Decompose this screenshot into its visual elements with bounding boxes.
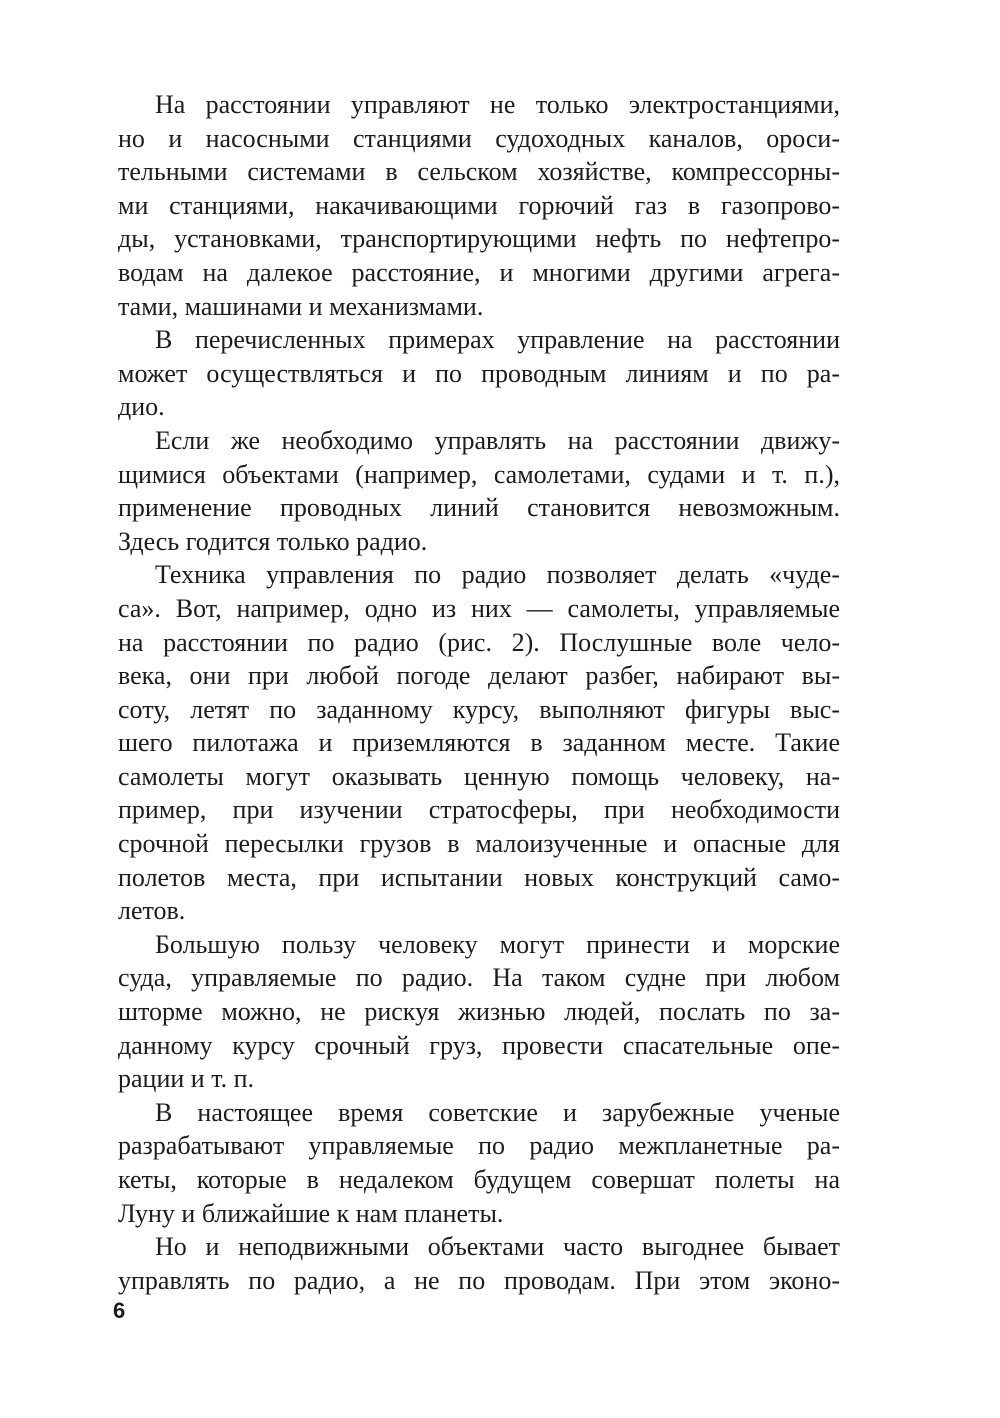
text-line: Если же необходимо управлять на расстоянии движу-	[155, 425, 840, 455]
paragraph	[118, 424, 840, 558]
text-line: щимися объектами (например, самолетами, судами и т. п.),	[118, 459, 840, 489]
text-line: но и насосными станциями судоходных каналов, ороси-	[118, 123, 840, 153]
text-line: века, они при любой погоде делают разбег, набирают вы-	[118, 661, 840, 691]
paragraph	[118, 1096, 840, 1230]
text-line: тельными системами в сельском хозяйстве, компрессорны-	[118, 157, 840, 187]
text-line: управлять по радио, а не по проводам. При этом эконо-	[118, 1265, 840, 1295]
text-line: соту, летят по заданному курсу, выполняют фигуры выс-	[118, 694, 840, 724]
text-line: В настоящее время советские и зарубежные ученые	[155, 1097, 840, 1127]
paragraph	[118, 558, 840, 928]
text-line: Здесь годится только радио.	[118, 526, 428, 556]
text-line: пример, при изучении стратосферы, при необходимости	[118, 795, 840, 825]
text-line: дио.	[118, 392, 165, 422]
text-line: Большую пользу человеку могут принести и морские	[155, 929, 840, 959]
text-line: В перечисленных примерах управление на расстоянии	[155, 325, 840, 355]
text-line: тами, машинами и механизмами.	[118, 291, 484, 321]
text-line: шторме можно, не рискуя жизнью людей, послать по за-	[118, 997, 840, 1027]
paragraph	[118, 1230, 840, 1297]
text-line: ми станциями, накачивающими горючий газ в газопрово-	[118, 190, 840, 220]
text-line: применение проводных линий становится невозможным.	[118, 493, 840, 523]
text-line: срочной пересылки грузов в малоизученные и опасные для	[118, 829, 840, 859]
text-line: на расстоянии по радио (рис. 2). Послушные воле чело-	[118, 627, 840, 657]
text-line: са». Вот, например, одно из них — самолеты, управляемые	[118, 593, 840, 623]
text-line: шего пилотажа и приземляются в заданном месте. Такие	[118, 728, 840, 758]
text-line: может осуществляться и по проводным линиям и по ра-	[118, 358, 840, 388]
text-line: ды, установками, транспортирующими нефть по нефтепро-	[118, 224, 840, 254]
text-line: рации и т. п.	[118, 1064, 255, 1094]
text-line: разрабатывают управляемые по радио межпланетные ра-	[118, 1131, 840, 1161]
body-text	[118, 88, 840, 1297]
text-line: данному курсу срочный груз, провести спасательные опе-	[118, 1030, 840, 1060]
text-line: кеты, которые в недалеком будущем совершат полеты на	[118, 1165, 840, 1194]
text-line: суда, управляемые по радио. На таком судне при любом	[118, 963, 840, 993]
paragraph	[118, 323, 840, 424]
paragraph	[118, 88, 840, 323]
text-line: полетов места, при испытании новых конструкций само-	[118, 862, 840, 892]
text-line: На расстоянии управляют не только электростанциями,	[155, 90, 840, 119]
text-line: Но и неподвижными объектами часто выгоднее бывает	[155, 1232, 840, 1262]
text-line: Техника управления по радио позволяет делать «чуде-	[155, 560, 840, 590]
paragraph	[118, 928, 840, 1096]
text-line: водам на далекое расстояние, и многими другими агрега-	[118, 257, 840, 287]
text-line: Луну и ближайшие к нам планеты.	[118, 1198, 504, 1228]
text-line: самолеты могут оказывать ценную помощь человеку, на-	[118, 761, 840, 791]
page-number: 6	[113, 1298, 126, 1323]
text-line: летов.	[118, 896, 186, 926]
